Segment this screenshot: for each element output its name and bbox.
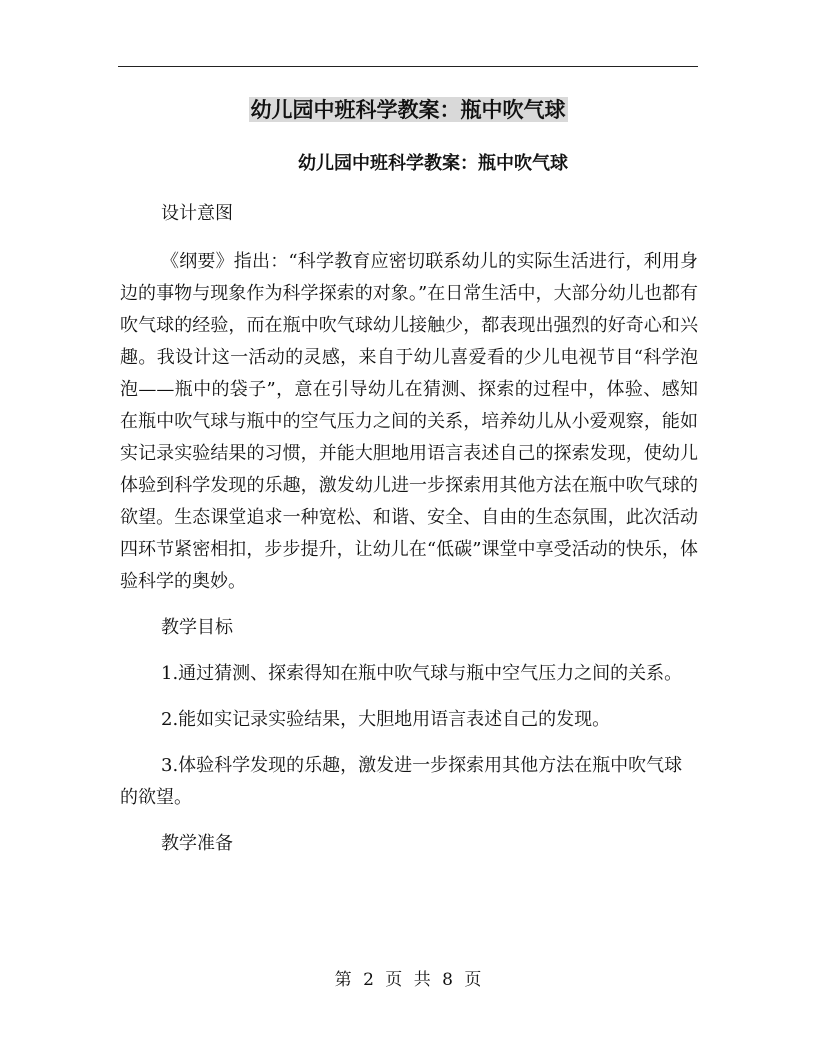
document-subtitle: 幼儿园中班科学教案：瓶中吹气球	[298, 153, 568, 174]
design-intent-paragraph: 《纲要》指出：“科学教育应密切联系幼儿的实际生活进行，利用身边的事物与现象作为科学探索的对象。”在日常生活中，大部分幼儿也都有吹气球的经验，而在瓶中吹气球幼儿接触少，都表现出强烈的好奇心和兴趣。我设计这一活动的灵感，来自于幼儿喜爱看的少儿电视节目“科学泡泡——瓶中的袋子”，意在引导幼儿在猜测、探索的过程中，体验、感知在瓶中吹气球与瓶中的空气压力之间的关系，培养幼儿从小爱观察，能如实记录实验结果的习惯，并能大胆地用语言表述自己的探索发现，使幼儿体验到科学发现的乐趣，激发幼儿进一步探索用其他方法在瓶中吹气球的欲望。生态课堂追求一种宽松、和谐、安全、自由的生态氛围，此次活动四环节紧密相扣，步步提升，让幼儿在“低碳”课堂中享受活动的快乐，体验科学的奥妙。	[120, 251, 698, 592]
goal-item-2: 2.能如实记录实验结果，大胆地用语言表述自己的发现。	[161, 709, 611, 730]
header-rule	[118, 66, 698, 67]
document-title	[0, 94, 816, 126]
document-body	[120, 198, 698, 860]
design-intent-heading: 设计意图	[161, 203, 233, 224]
goal-item-1: 1.通过猜测、探索得知在瓶中吹气球与瓶中空气压力之间的关系。	[161, 663, 683, 684]
goal-item-3: 3.体验科学发现的乐趣，激发进一步探索用其他方法在瓶中吹气球的欲望。	[120, 755, 683, 808]
goals-heading: 教学目标	[161, 617, 233, 638]
document-title-text: 幼儿园中班科学教案：瓶中吹气球	[250, 97, 566, 122]
preparation-heading: 教学准备	[161, 833, 233, 854]
page-number-footer: 第 2 页 共 8 页	[334, 970, 482, 990]
